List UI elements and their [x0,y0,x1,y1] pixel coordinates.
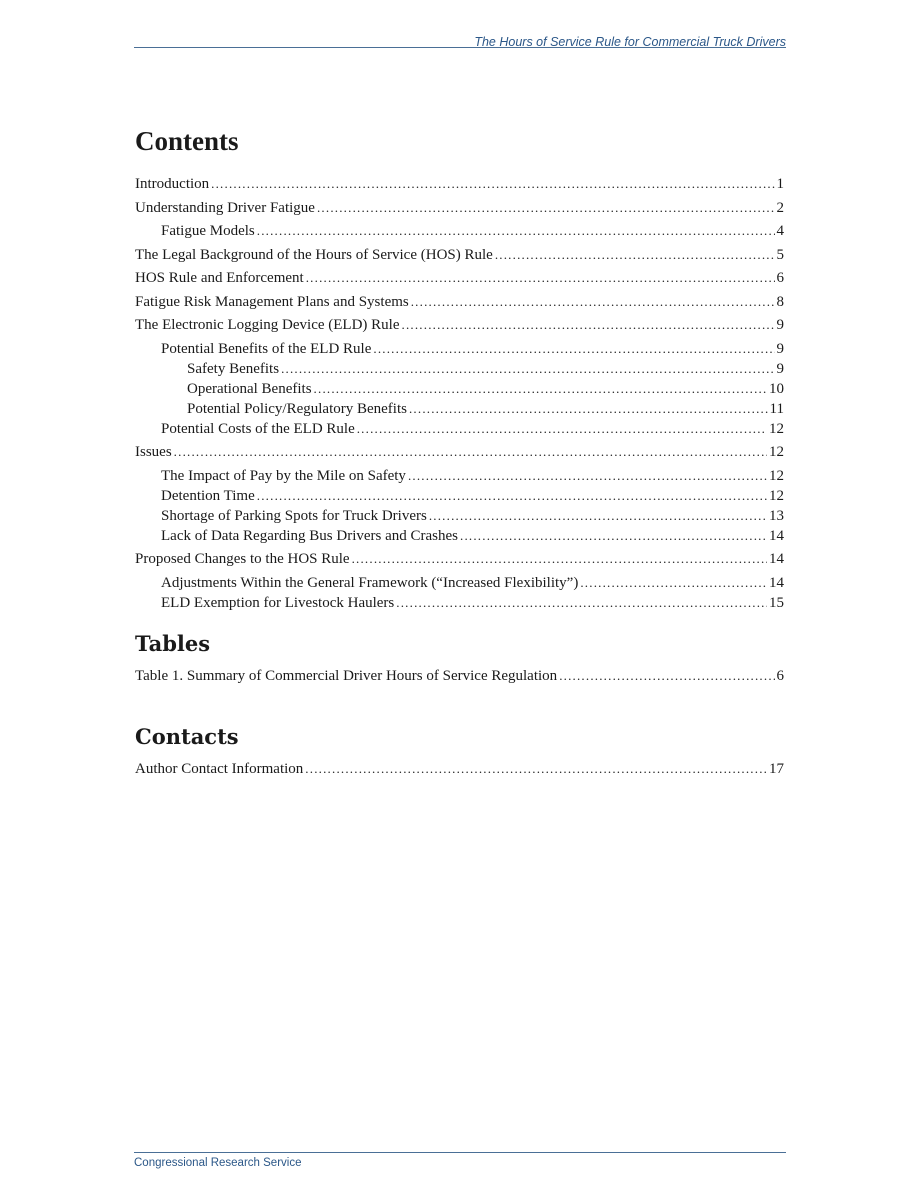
toc-entry-hos-rule-enforcement[interactable] [135,268,784,288]
toc-entry-page: 13 [769,507,784,524]
toc-entry-policy-benefits[interactable] [135,399,784,419]
toc-entry-page: 9 [776,317,784,333]
toc-entry-page: 6 [776,270,784,286]
dot-leader [409,399,768,418]
toc-entry-page: 12 [769,420,784,437]
toc-entry-page: 12 [769,487,784,504]
dot-leader [460,526,767,545]
toc-entry-page: 14 [769,551,784,567]
toc-entry-page: 15 [769,594,784,611]
toc-entry-page: 11 [769,400,784,417]
dot-leader [317,198,775,217]
toc-entry-author-contact[interactable] [135,759,784,779]
toc-entry-label: Detention Time [161,487,255,504]
contents-list [135,174,784,613]
toc-entry-label: Author Contact Information [135,761,304,777]
dot-leader [357,419,767,438]
toc-entry-label: Potential Policy/Regulatory Benefits [187,400,407,417]
toc-entry-eld-rule[interactable] [135,315,784,335]
tables-heading: Tables [135,631,211,656]
running-title: The Hours of Service Rule for Commercial Truck Drivers [474,35,786,49]
toc-entry-page: 4 [776,223,784,239]
toc-entry-page: 2 [776,199,784,216]
toc-entry-fatigue-risk-management[interactable] [135,292,784,312]
toc-entry-label: Proposed Changes to the HOS Rule [135,551,350,567]
dot-leader [396,593,767,612]
toc-entry-label: Fatigue Models [161,223,255,239]
toc-entry-detention-time[interactable] [135,486,784,506]
toc-entry-label: Shortage of Parking Spots for Truck Drivers [161,507,427,524]
dot-leader [257,486,767,505]
footer-publisher: Congressional Research Service [134,1157,302,1169]
toc-entry-parking-shortage[interactable] [135,506,784,526]
toc-entry-introduction[interactable] [135,174,784,194]
toc-entry-page: 12 [769,444,784,460]
toc-entry-label: Lack of Data Regarding Bus Drivers and Crashes [161,527,458,544]
toc-entry-livestock-exemption[interactable] [135,593,784,613]
toc-entry-label: Introduction [135,176,210,192]
toc-entry-label: Operational Benefits [187,380,312,397]
contacts-heading: Contacts [135,724,239,749]
toc-entry-potential-benefits[interactable] [135,339,784,359]
toc-entry-potential-costs[interactable] [135,419,784,439]
dot-leader [408,466,767,485]
dot-leader [373,339,774,358]
tables-list [135,666,784,686]
toc-entry-legal-background[interactable] [135,245,784,265]
contents-heading: Contents [135,126,239,156]
toc-entry-operational-benefits[interactable] [135,379,784,399]
toc-entry-increased-flexibility[interactable] [135,573,784,593]
toc-entry-understanding-driver-fatigue[interactable] [135,198,784,218]
toc-entry-page: 8 [776,293,784,310]
contacts-list [135,759,784,779]
toc-entry-pay-by-mile[interactable] [135,466,784,486]
dot-leader [306,268,775,287]
toc-entry-page: 10 [769,380,784,397]
toc-entry-page: 14 [769,574,784,591]
dot-leader [305,759,767,778]
toc-entry-page: 6 [776,668,784,684]
page-footer [134,1152,786,1171]
toc-entry-table-1[interactable] [135,666,784,686]
dot-leader [257,221,775,240]
dot-leader [174,442,767,461]
toc-entry-label: The Legal Background of the Hours of Service (HOS) Rule [135,246,493,263]
toc-entry-bus-driver-data[interactable] [135,526,784,546]
toc-entry-label: The Electronic Logging Device (ELD) Rule [135,317,400,333]
toc-entry-page: 9 [776,360,784,377]
toc-entry-label: Adjustments Within the General Framework (“Increased Flexibility”) [161,574,579,591]
toc-entry-fatigue-models[interactable] [135,221,784,241]
toc-entry-label: Safety Benefits [187,360,280,377]
dot-leader [411,292,775,311]
dot-leader [352,549,767,568]
dot-leader [402,315,775,334]
toc-entry-page: 12 [769,467,784,484]
toc-entry-label: Potential Costs of the ELD Rule [161,420,355,437]
toc-entry-label: Potential Benefits of the ELD Rule [161,340,372,357]
dot-leader [281,359,774,378]
toc-entry-page: 5 [776,246,784,263]
dot-leader [559,666,774,685]
toc-entry-proposed-changes[interactable] [135,549,784,569]
toc-entry-page: 9 [776,340,784,357]
dot-leader [495,245,775,264]
toc-entry-label: Fatigue Risk Management Plans and Systems [135,293,409,310]
toc-entry-label: Issues [135,444,172,460]
toc-entry-label: Table 1. Summary of Commercial Driver Hours of Service Regulation [135,668,558,684]
toc-entry-label: Understanding Driver Fatigue [135,199,315,216]
toc-entry-page: 17 [769,761,784,777]
dot-leader [314,379,767,398]
toc-entry-label: The Impact of Pay by the Mile on Safety [161,467,406,484]
dot-leader [429,506,767,525]
toc-entry-label: HOS Rule and Enforcement [135,270,304,286]
toc-entry-page: 1 [776,176,784,192]
toc-entry-label: ELD Exemption for Livestock Haulers [161,594,395,611]
dot-leader [211,174,774,193]
running-header [134,33,786,48]
dot-leader [580,573,767,592]
toc-entry-issues[interactable] [135,442,784,462]
toc-entry-page: 14 [769,527,784,544]
toc-entry-safety-benefits[interactable] [135,359,784,379]
